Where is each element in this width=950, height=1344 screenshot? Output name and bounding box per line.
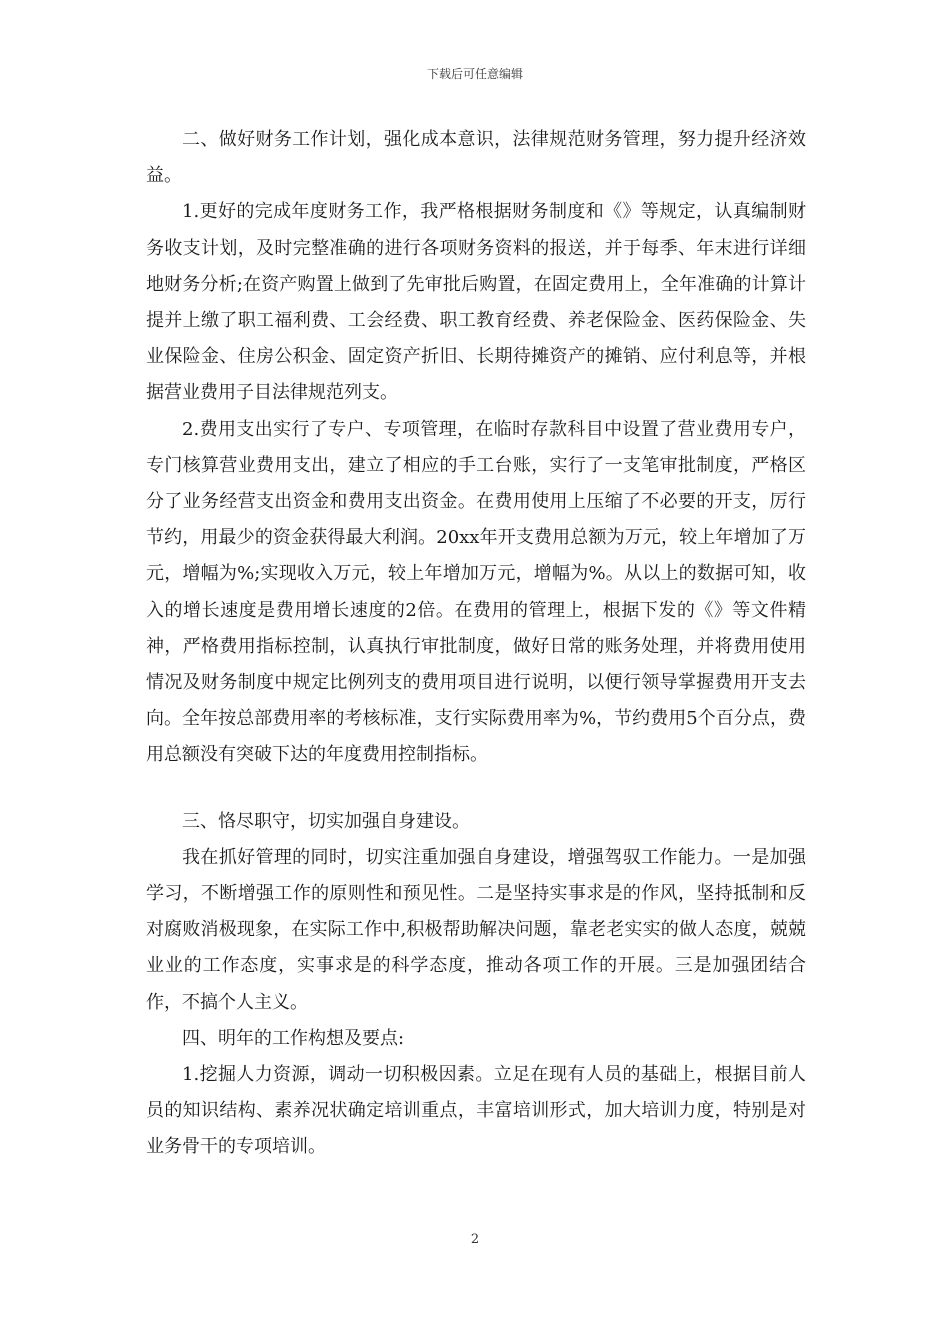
- section-heading-3: 三、恪尽职守，切实加强自身建设。: [182, 810, 470, 832]
- page-number: 2: [470, 1232, 480, 1247]
- paragraph-item-1: 1.更好的完成年度财务工作，我严格根据财务制度和《》等规定，认真编制财务收支计划，及时完整准确的进行各项财务资料的报送，并于每季、年末进行详细地财务分析;在资产购置上做到了先审批后购置，在固定费用上，全年准确的计算计提并上缴了职工福利费、工会经费、职工教育经费、养老保险金、医药保险金、失业保险金、住房公积金、固定资产折旧、长期待摊资产的摊销、应付利息等，并根据营业费用子目法律规范列支。: [146, 201, 806, 404]
- paragraph-plan-1: 1.挖掘人力资源，调动一切积极因素。立足在现有人员的基础上，根据目前人员的知识结构、素养况状确定培训重点，丰富培训形式，加大培训力度，特别是对业务骨干的专项培训。: [146, 1064, 806, 1158]
- paragraph-self-building: 我在抓好管理的同时，切实注重加强自身建设，增强驾驭工作能力。一是加强学习，不断增强工作的原则性和预见性。二是坚持实事求是的作风，坚持抵制和反对腐败消极现象，在实际工作中,积极帮助解决问题，靠老老实实的做人态度，兢兢业业的工作态度，实事求是的科学态度，推动各项工作的开展。三是加强团结合作，不搞个人主义。: [146, 846, 806, 1013]
- paragraph-gap: [146, 774, 806, 804]
- document-body: [146, 122, 806, 1166]
- paragraph-item-2: 2.费用支出实行了专户、专项管理，在临时存款科目中设置了营业费用专户，专门核算营业费用支出，建立了相应的手工台账，实行了一支笔审批制度，严格区分了业务经营支出资金和费用支出资金。在费用使用上压缩了不必要的开支，厉行节约，用最少的资金获得最大利润。20xx年开支费用总额为万元，较上年增加了万元，增幅为%;实现收入万元，较上年增加万元，增幅为%。从以上的数据可知，收入的增长速度是费用增长速度的2倍。在费用的管理上，根据下发的《》等文件精神，严格费用指标控制，认真执行审批制度，做好日常的账务处理，并将费用使用情况及财务制度中规定比例列支的费用项目进行说明，以便行领导掌握费用开支去向。全年按总部费用率的考核标准，支行实际费用率为%，节约费用5个百分点，费用总额没有突破下达的年度费用控制指标。: [146, 418, 806, 766]
- page-header: 下载后可任意编辑: [426, 67, 523, 81]
- section-heading-2: 二、做好财务工作计划，强化成本意识，法律规范财务管理，努力提升经济效益。: [146, 129, 806, 187]
- section-heading-4: 四、明年的工作构想及要点:: [182, 1027, 405, 1049]
